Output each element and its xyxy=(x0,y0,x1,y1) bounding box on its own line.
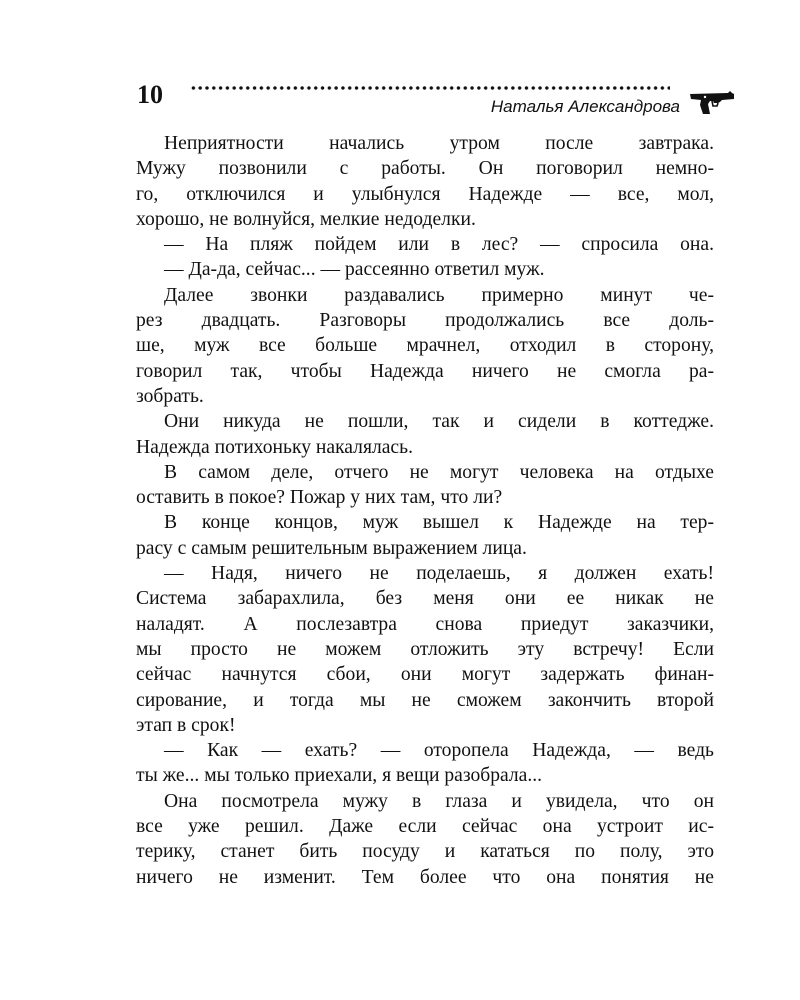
text-line: Система забарахлила, без меня они ее никак не xyxy=(136,588,714,610)
text-line: наладят. А послезавтра снова приедут заказчики, xyxy=(136,613,714,635)
text-line: Мужу позвонили с работы. Он поговорил немно- xyxy=(136,158,714,180)
text-line: все уже решил. Даже если сейчас она устроит ис- xyxy=(136,816,714,838)
text-line: расу с самым решительным выражением лица. xyxy=(136,537,527,559)
text-line: ты же... мы только приехали, я вещи разобрала... xyxy=(136,765,543,787)
text-line: — На пляж пойдем или в лес? — спросила она. xyxy=(164,234,714,256)
text-line: Неприятности начались утром после завтрака. xyxy=(164,133,714,154)
text-line: ничего не изменит. Тем более что она понятия не xyxy=(136,866,714,888)
text-line: го, отключился и улыбнулся Надежде — все, мол, xyxy=(136,183,714,205)
text-line: — Надя, ничего не поделаешь, я должен ехать! xyxy=(164,563,714,585)
text-line: Далее звонки раздавались примерно минут че- xyxy=(164,284,714,306)
text-line: рез двадцать. Разговоры продолжались все доль- xyxy=(136,310,714,332)
text-line: сирование, и тогда мы не сможем закончить второй xyxy=(136,689,714,711)
text-line: зобрать. xyxy=(136,385,204,407)
running-header-author: Наталья Александрова xyxy=(490,97,680,116)
text-line: терику, станет бить посуду и кататься по полу, это xyxy=(136,841,714,863)
text-line: оставить в покое? Пожар у них там, что ли? xyxy=(136,487,503,509)
text-line: Надежда потихоньку накалялась. xyxy=(136,436,413,458)
text-line: — Как — ехать? — оторопела Надежда, — ведь xyxy=(164,740,714,762)
text-line: этап в срок! xyxy=(136,714,236,736)
pistol-icon xyxy=(688,88,736,116)
text-line: В конце концов, муж вышел к Надежде на тер- xyxy=(164,512,714,534)
text-line: — Да-да, сейчас... — рассеянно ответил муж. xyxy=(164,259,545,281)
text-line: Она посмотрела мужу в глаза и увидела, что он xyxy=(164,790,714,812)
text-line: Они никуда не пошли, так и сидели в коттедже. xyxy=(164,411,714,433)
page-number: 10 xyxy=(137,80,163,109)
body-text xyxy=(136,131,714,890)
text-line: сейчас начнутся сбои, они могут задержать финан- xyxy=(136,664,714,686)
text-line: говорил так, чтобы Надежда ничего не смогла ра- xyxy=(136,360,714,382)
header-dotted-rule xyxy=(190,86,670,90)
text-line: хорошо, не волнуйся, мелкие недоделки. xyxy=(136,208,476,230)
text-line: В самом деле, отчего не могут человека на отдыхе xyxy=(164,461,714,483)
text-line: мы просто не можем отложить эту встречу! Если xyxy=(136,638,714,660)
text-line: ше, муж все больше мрачнел, отходил в сторону, xyxy=(136,335,714,357)
